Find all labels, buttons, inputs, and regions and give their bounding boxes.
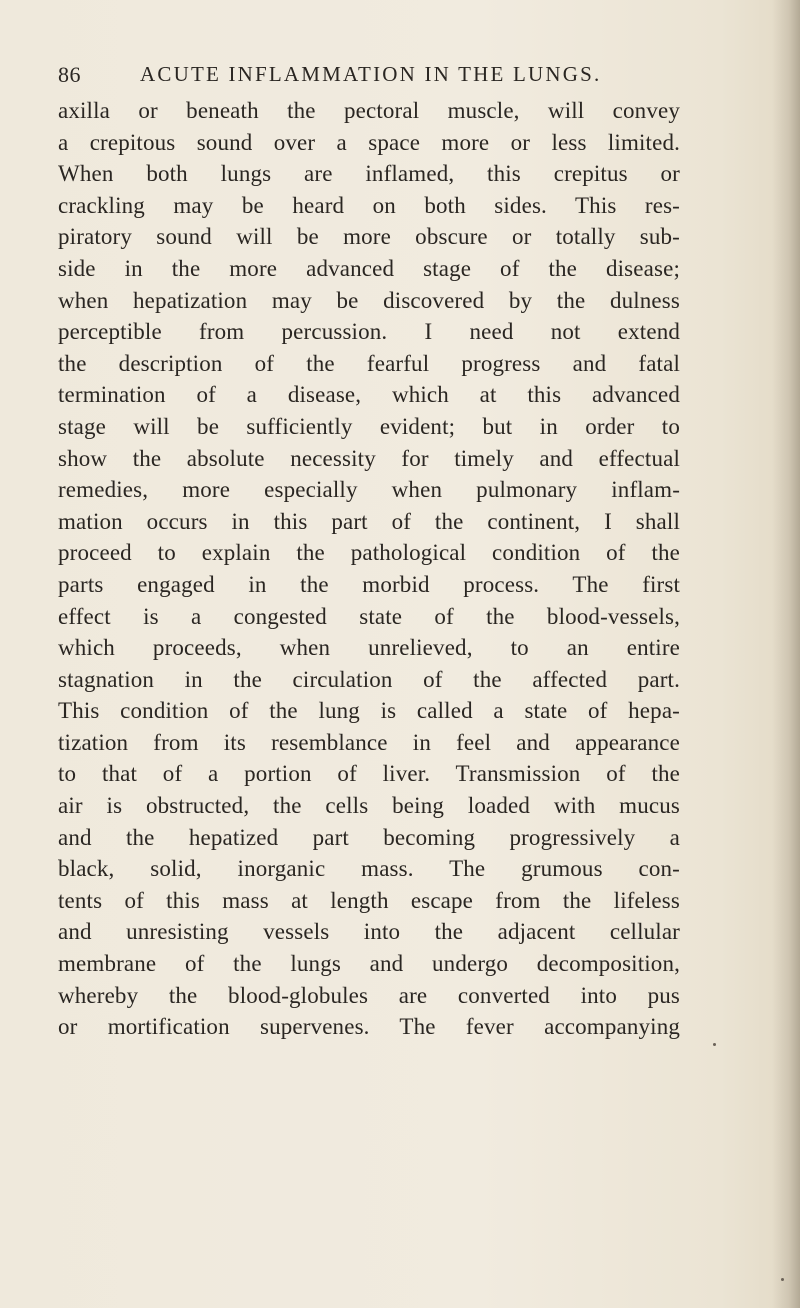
text-line: membrane of the lungs and undergo decomposition, xyxy=(58,951,680,977)
text-line: effect is a congested state of the blood-vessels, xyxy=(58,603,680,629)
text-line: show the absolute necessity for timely and effectual xyxy=(58,445,680,471)
text-line: and unresisting vessels into the adjacent cellular xyxy=(58,919,680,945)
text-line: stage will be sufficiently evident; but in order to xyxy=(58,413,680,439)
paper-speck xyxy=(713,1043,716,1046)
text-line: piratory sound will be more obscure or totally sub- xyxy=(58,224,680,250)
text-line: when hepatization may be discovered by the dulness xyxy=(58,287,680,313)
text-line: This condition of the lung is called a state of hepa- xyxy=(58,698,680,724)
text-line: the description of the fearful progress and fatal xyxy=(58,350,680,376)
body-text xyxy=(58,95,680,1043)
text-line: axilla or beneath the pectoral muscle, will convey xyxy=(58,98,680,123)
text-line: or mortification supervenes. The fever accompanying xyxy=(58,1014,680,1040)
text-line: to that of a portion of liver. Transmission of the xyxy=(58,761,680,787)
text-line: and the hepatized part becoming progressively a xyxy=(58,824,680,850)
text-line: proceed to explain the pathological condition of the xyxy=(58,540,680,566)
text-line: whereby the blood-globules are converted into pus xyxy=(58,982,680,1008)
page-edge-shadow xyxy=(772,0,800,1308)
text-line: side in the more advanced stage of the disease; xyxy=(58,255,680,281)
text-line: When both lungs are inflamed, this crepitus or xyxy=(58,161,680,187)
text-line: a crepitous sound over a space more or less limited. xyxy=(58,129,680,155)
text-line: tization from its resemblance in feel and appearance xyxy=(58,729,680,755)
text-line: black, solid, inorganic mass. The grumous con- xyxy=(58,856,680,882)
text-line: remedies, more especially when pulmonary inflam- xyxy=(58,477,680,503)
text-line: stagnation in the circulation of the affected part. xyxy=(58,666,680,692)
text-line: which proceeds, when unrelieved, to an entire xyxy=(58,635,680,661)
text-line: tents of this mass at length escape from the lifeless xyxy=(58,887,680,913)
text-line: termination of a disease, which at this advanced xyxy=(58,382,680,408)
paper-speck xyxy=(781,1278,784,1281)
text-line: perceptible from percussion. I need not extend xyxy=(58,319,680,345)
text-line: air is obstructed, the cells being loaded with mucus xyxy=(58,793,680,819)
text-line: parts engaged in the morbid process. The first xyxy=(58,571,680,597)
page-number: 86 xyxy=(58,62,81,87)
text-line: mation occurs in this part of the continent, I shall xyxy=(58,508,680,534)
text-line: crackling may be heard on both sides. This res- xyxy=(58,192,680,218)
running-title: ACUTE INFLAMMATION IN THE LUNGS. xyxy=(140,62,602,86)
running-head xyxy=(58,62,758,92)
